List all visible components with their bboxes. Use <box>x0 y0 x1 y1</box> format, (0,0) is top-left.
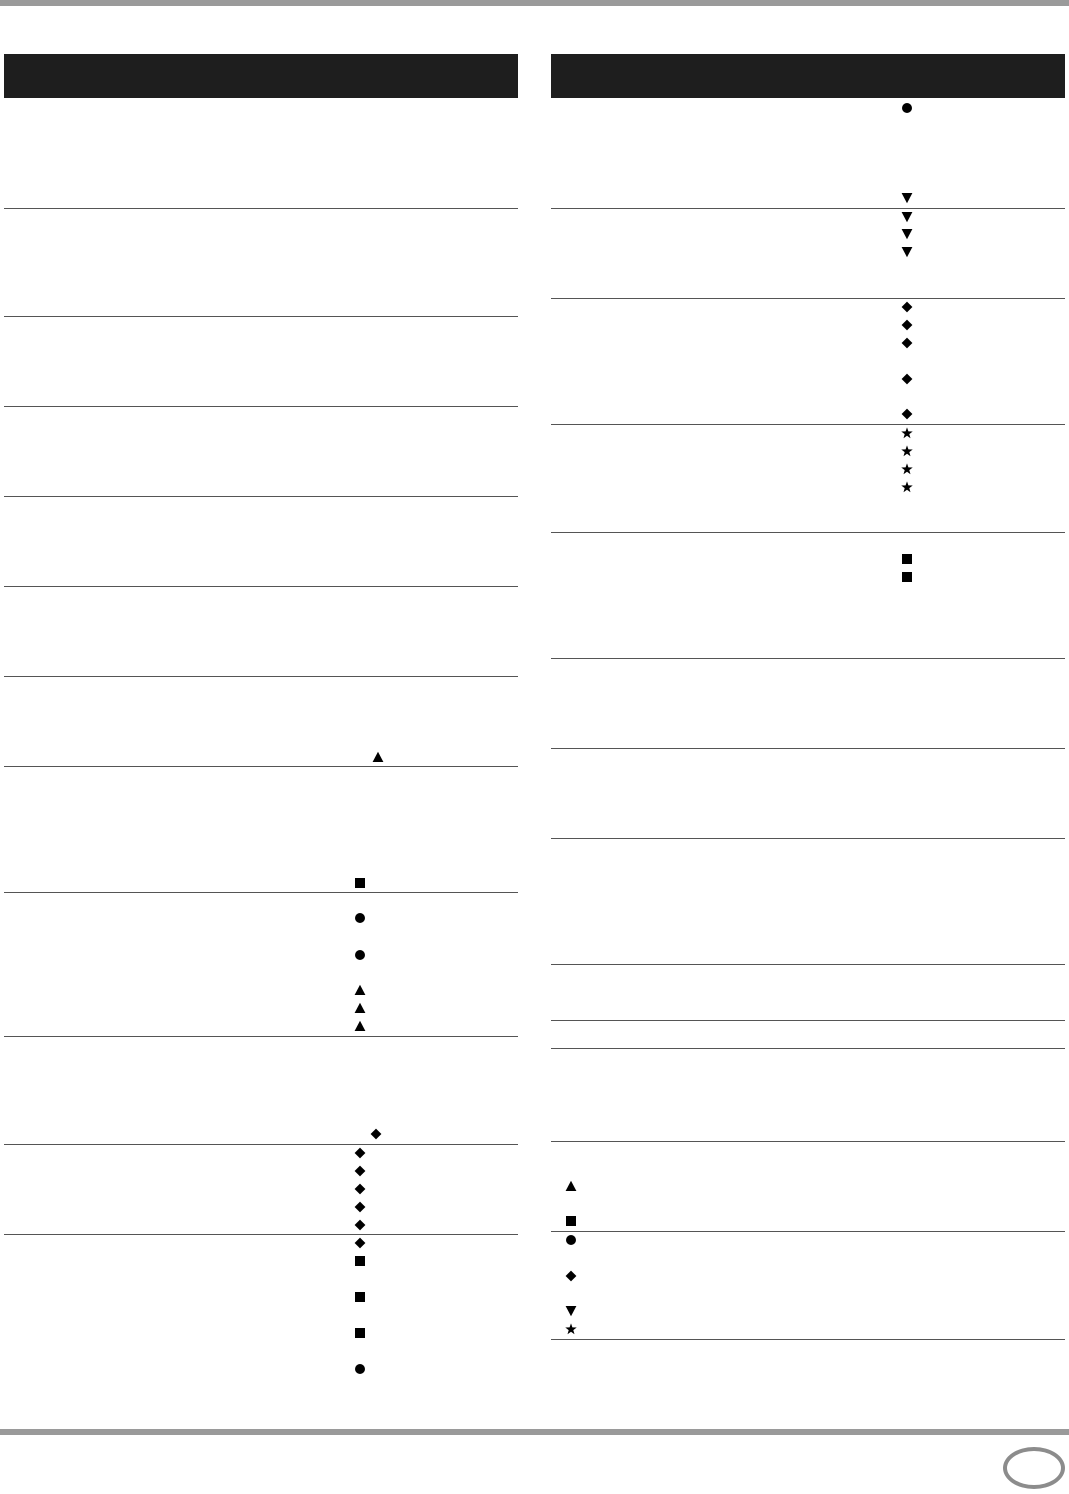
square-icon <box>354 1255 366 1267</box>
left-table <box>4 54 518 1385</box>
table-row <box>4 317 518 407</box>
table-row <box>551 533 1065 659</box>
table-row <box>551 299 1065 425</box>
table-row <box>4 767 518 893</box>
table-row <box>551 1232 1065 1340</box>
table-row <box>4 98 518 209</box>
square-icon <box>901 553 913 565</box>
table-row <box>4 497 518 587</box>
table-row <box>4 677 518 767</box>
table-row <box>4 209 518 317</box>
triangle-up-icon <box>565 1180 577 1192</box>
circle-icon <box>354 949 366 961</box>
triangle-down-icon <box>901 228 913 240</box>
diamond-icon <box>901 408 913 420</box>
diamond-icon <box>354 1165 366 1177</box>
square-icon <box>354 1291 366 1303</box>
circle-icon <box>901 102 913 114</box>
table-row <box>551 425 1065 533</box>
diamond-icon <box>901 337 913 349</box>
page-number-badge <box>1003 1447 1065 1489</box>
diamond-icon <box>354 1219 366 1231</box>
table-row <box>551 1142 1065 1232</box>
star-icon <box>901 481 913 493</box>
circle-icon <box>354 1363 366 1375</box>
triangle-down-icon <box>901 192 913 204</box>
triangle-down-icon <box>565 1305 577 1317</box>
diamond-icon <box>901 319 913 331</box>
diamond-icon <box>901 301 913 313</box>
diamond-icon <box>901 373 913 385</box>
right-table <box>551 54 1065 1340</box>
right-table-header <box>551 54 1065 98</box>
bottom-rule <box>0 1429 1069 1435</box>
table-row <box>551 659 1065 749</box>
table-row <box>551 1021 1065 1049</box>
table-row <box>4 1037 518 1145</box>
star-icon <box>901 445 913 457</box>
table-row <box>4 587 518 677</box>
diamond-icon <box>370 1128 382 1140</box>
square-icon <box>901 571 913 583</box>
table-row <box>4 1145 518 1235</box>
left-table-header <box>4 54 518 98</box>
table-row <box>551 965 1065 1021</box>
circle-icon <box>565 1234 577 1246</box>
triangle-up-icon <box>372 751 384 763</box>
table-row <box>4 1235 518 1385</box>
diamond-icon <box>354 1237 366 1249</box>
diamond-icon <box>354 1183 366 1195</box>
triangle-up-icon <box>354 984 366 996</box>
square-icon <box>354 877 366 889</box>
table-row <box>551 209 1065 299</box>
circle-icon <box>354 912 366 924</box>
table-row <box>551 1049 1065 1142</box>
diamond-icon <box>565 1270 577 1282</box>
star-icon <box>901 427 913 439</box>
table-row <box>4 407 518 497</box>
table-row <box>551 98 1065 209</box>
triangle-down-icon <box>901 211 913 223</box>
star-icon <box>565 1323 577 1335</box>
triangle-up-icon <box>354 1002 366 1014</box>
top-rule <box>0 0 1069 6</box>
table-row <box>551 839 1065 965</box>
square-icon <box>354 1327 366 1339</box>
table-row <box>551 749 1065 839</box>
diamond-icon <box>354 1147 366 1159</box>
triangle-up-icon <box>354 1020 366 1032</box>
diamond-icon <box>354 1201 366 1213</box>
star-icon <box>901 463 913 475</box>
table-row <box>4 893 518 1037</box>
triangle-down-icon <box>901 246 913 258</box>
square-icon <box>565 1215 577 1227</box>
